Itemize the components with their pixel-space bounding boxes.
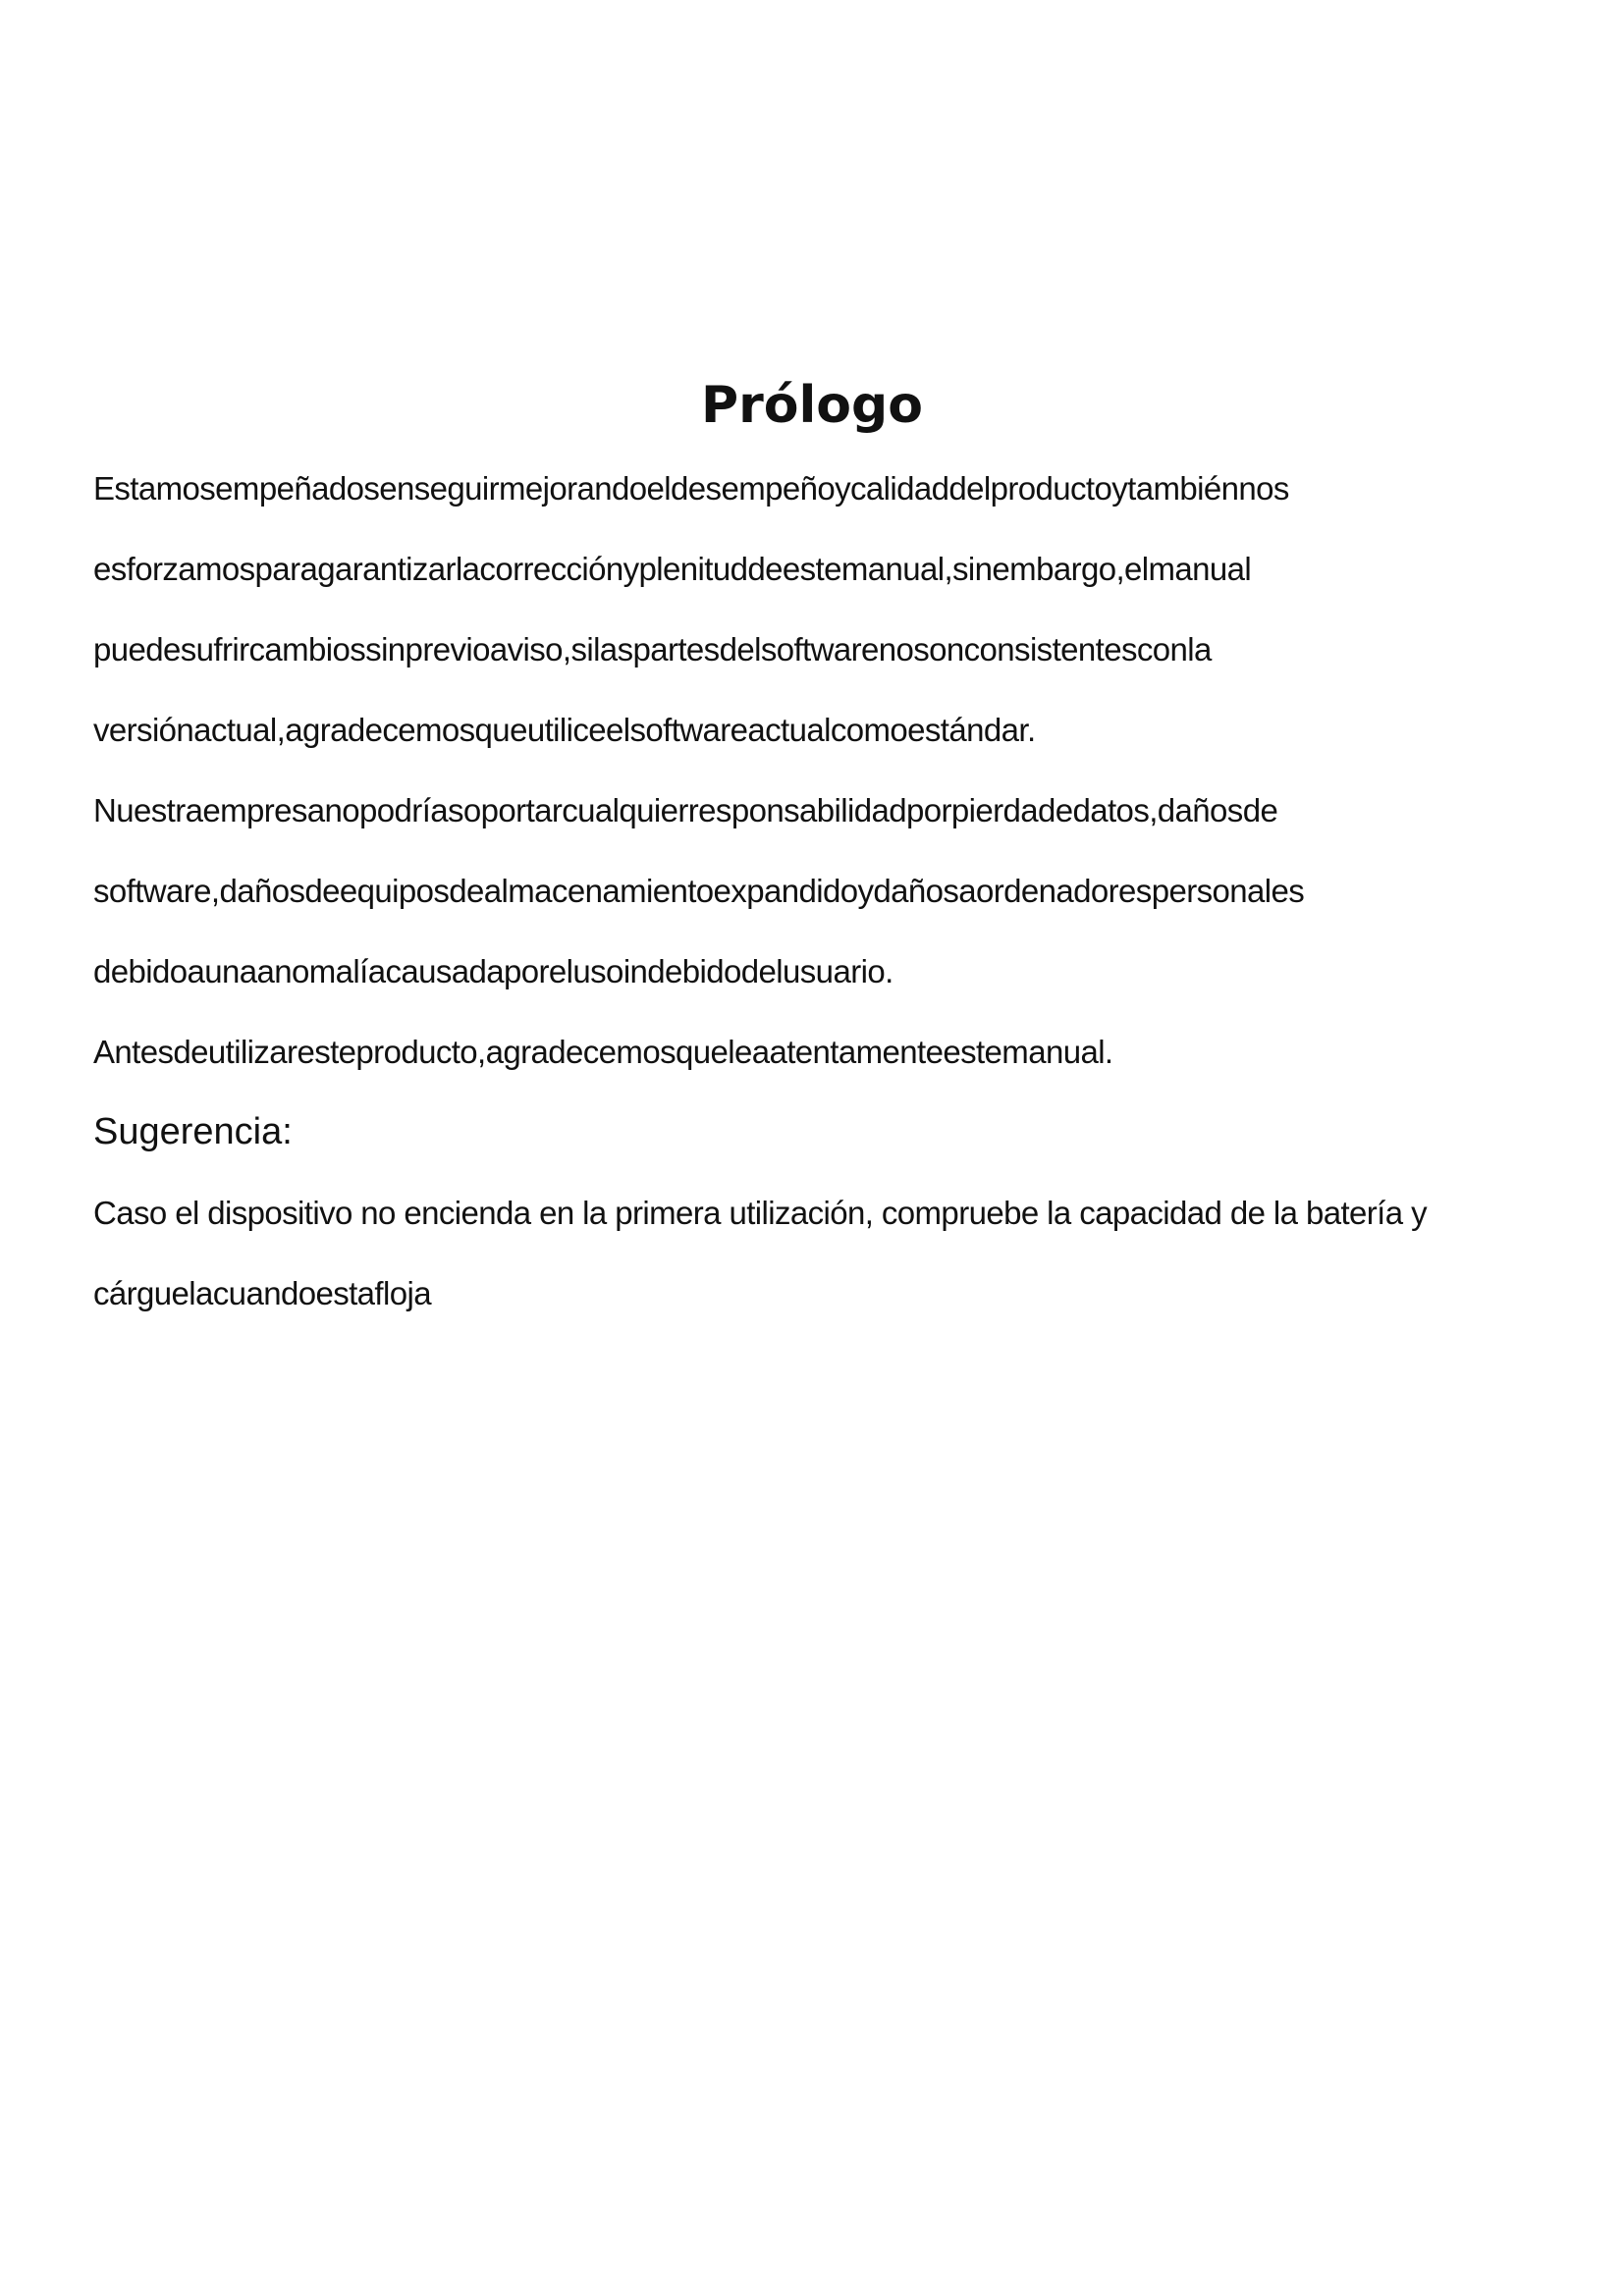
paragraph-2-line-1: Nuestraempresanopodríasoportarcualquierresponsabilidadporpierdadedatos,dañosde bbox=[93, 792, 1278, 828]
page-title: Prólogo bbox=[701, 376, 923, 435]
paragraph-2-line-3: debidoaunaanomalíacausadaporelusoindebidodelusuario. bbox=[93, 953, 893, 989]
suggestion-line-1: Caso el dispositivo no encienda en la primera utilización, compruebe la capacidad de la batería y bbox=[93, 1195, 1427, 1231]
suggestion-heading: Sugerencia: bbox=[93, 1111, 293, 1152]
paragraph-1-line-3: puedesufrircambiossinprevioaviso,silaspartesdelsoftwarenosonconsistentesconla bbox=[93, 631, 1212, 667]
paragraph-3: Antesdeutilizaresteproducto,agradecemosqueleaatentamenteestemanual. bbox=[93, 1034, 1113, 1070]
paragraph-1-line-4: versiónactual,agradecemosqueutiliceelsoftwareactualcomoestándar. bbox=[93, 712, 1036, 748]
suggestion-line-2: cárguelacuandoestafloja bbox=[93, 1275, 431, 1311]
paragraph-1-line-1: Estamosempeñadosenseguirmejorandoeldesempeñoycalidaddelproductoytambiénnos bbox=[93, 470, 1289, 507]
paragraph-2-line-2: software,dañosdeequiposdealmacenamientoexpandidoydañosaordenadorespersonales bbox=[93, 873, 1305, 909]
paragraph-1-line-2: esforzamosparagarantizarlacorrecciónyplenituddeestemanual,sinembargo,elmanual bbox=[93, 551, 1252, 587]
